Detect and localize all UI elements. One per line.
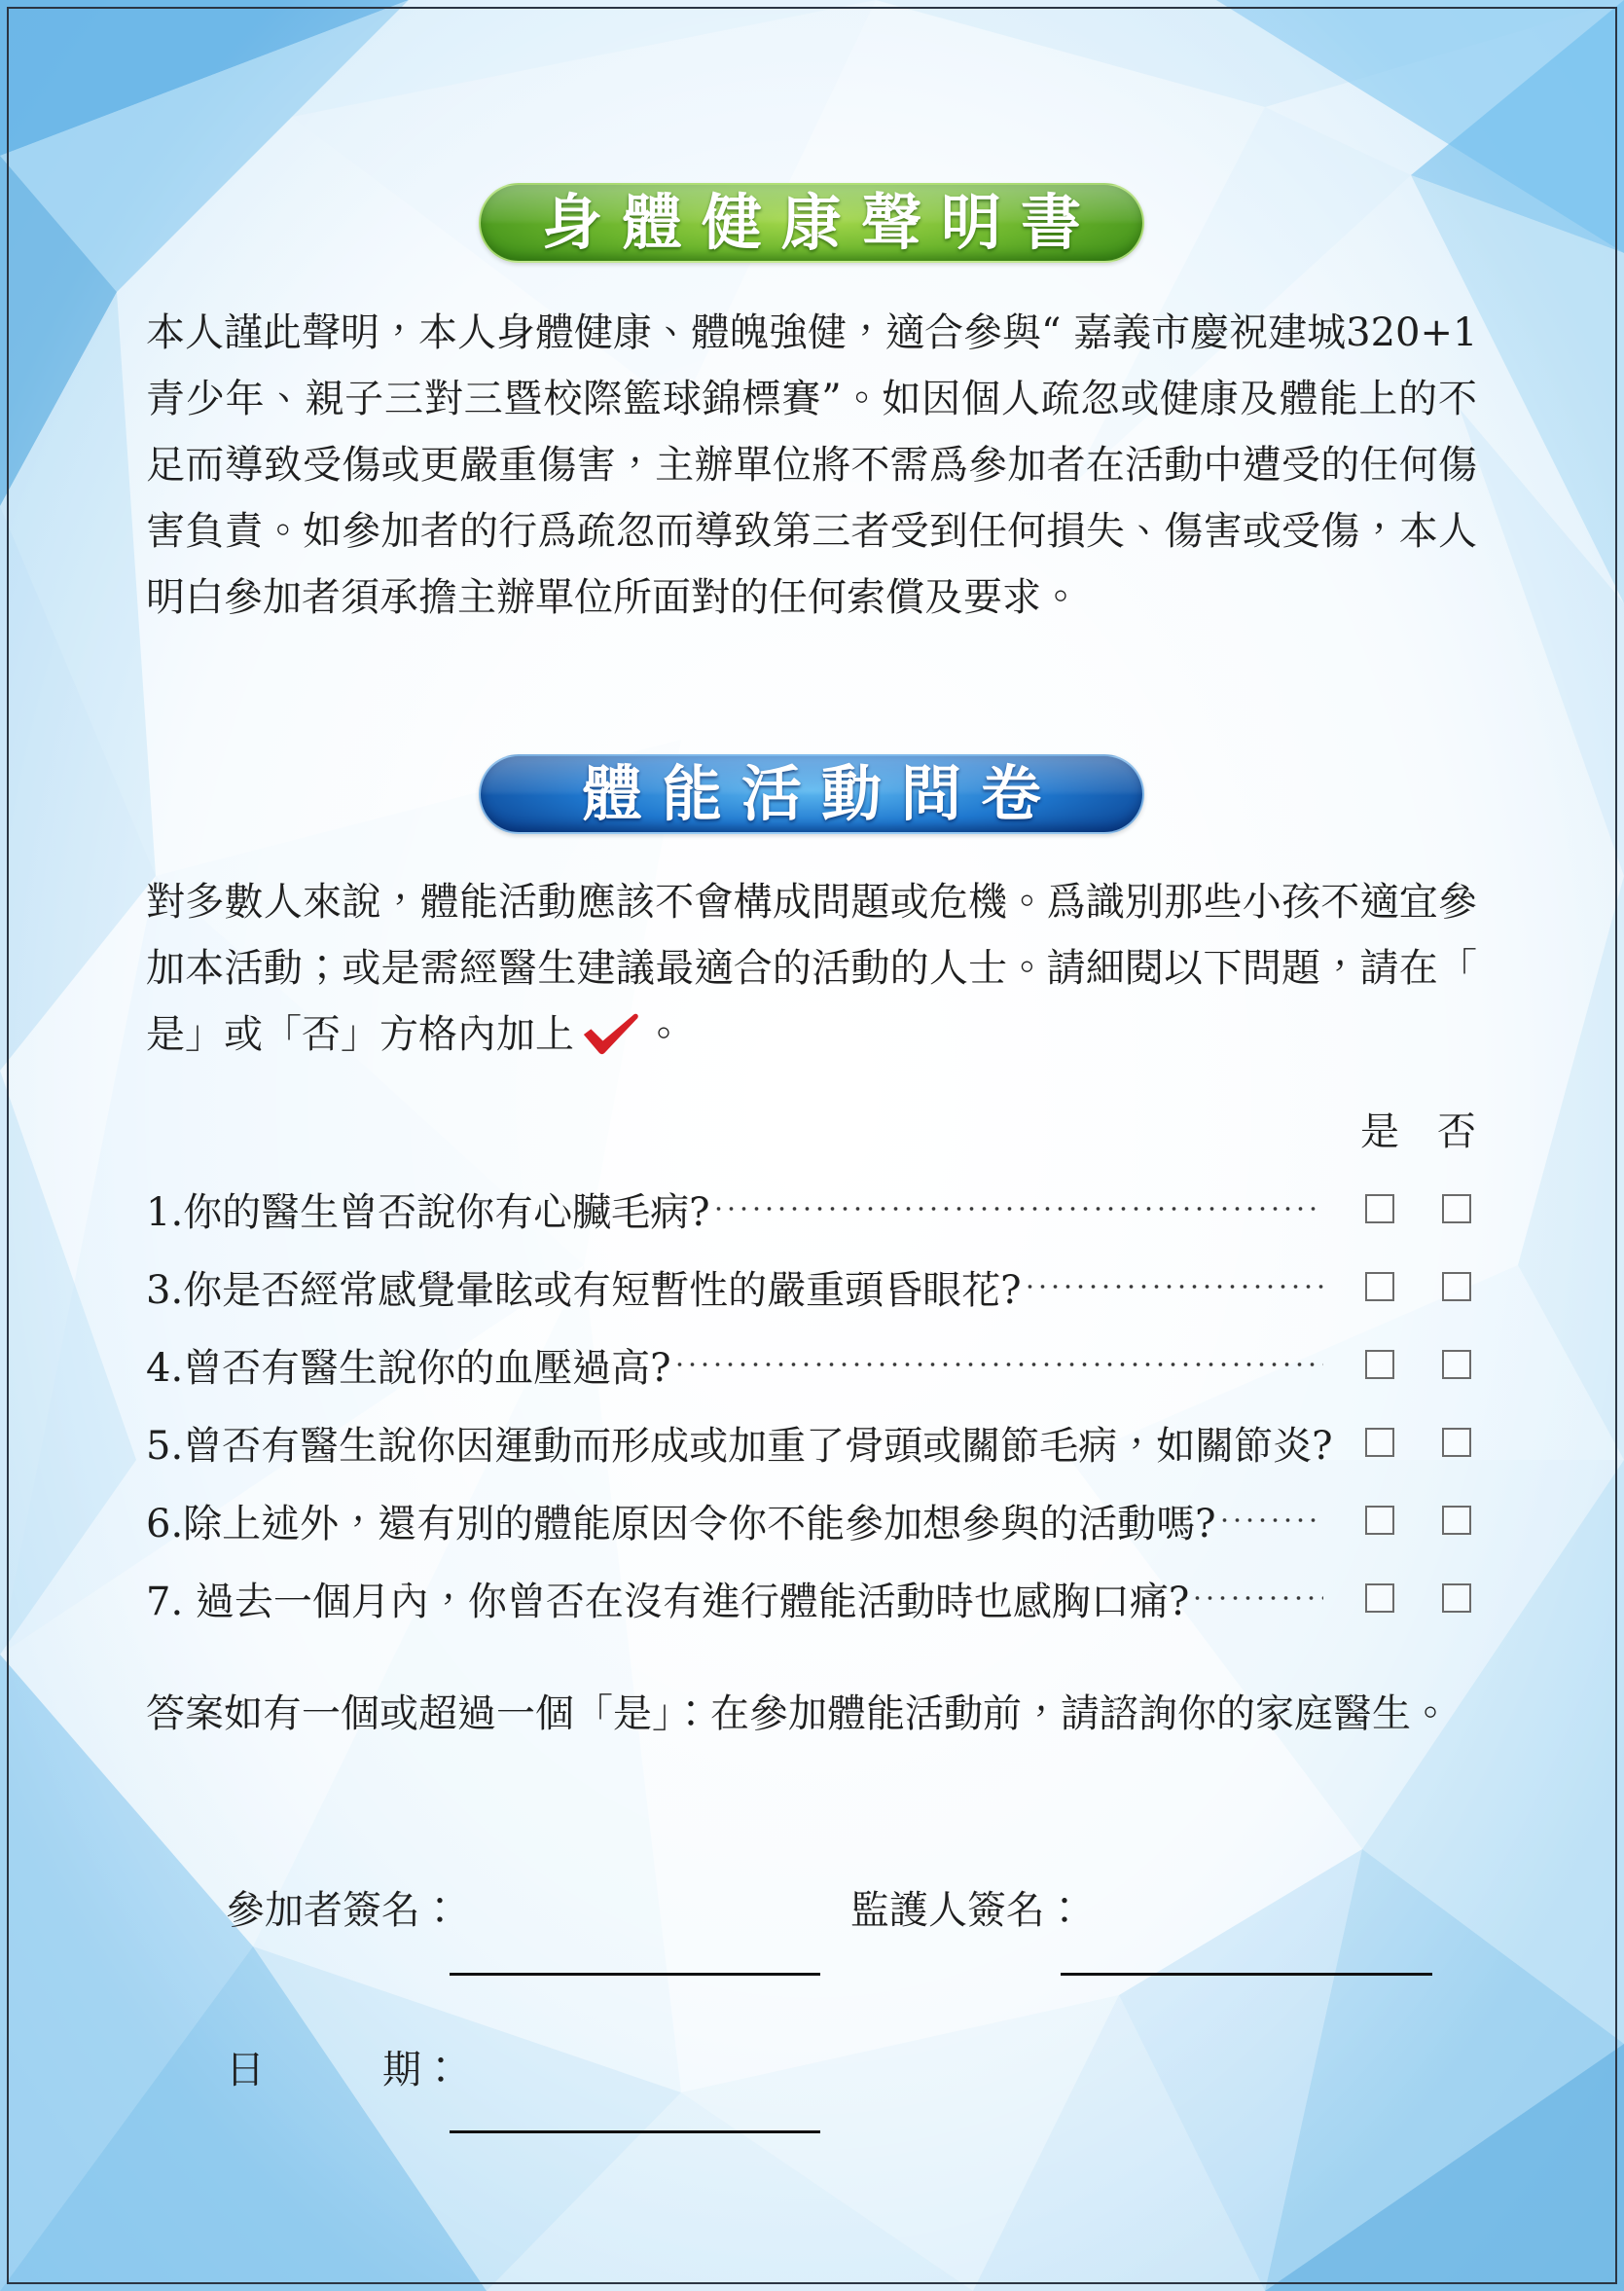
no-checkbox[interactable]	[1442, 1428, 1471, 1457]
dot-leader	[712, 1189, 1323, 1228]
no-checkbox[interactable]	[1442, 1272, 1471, 1301]
participant-signature-field[interactable]	[450, 1973, 820, 1976]
question-row	[0, 1559, 1624, 1637]
questionnaire-title-banner	[479, 754, 1144, 834]
declaration-line: 害負責。如參加者的行爲疏忽而導致第三者受到任何損失、傷害或受傷，本人	[146, 509, 1477, 554]
declaration-line: 青少年、親子三對三暨校際籃球錦標賽”。如因個人疏忽或健康及體能上的不	[146, 377, 1477, 421]
no-checkbox[interactable]	[1442, 1506, 1471, 1535]
doctor-advice-note: 答案如有一個或超過一個「是」：在參加體能活動前，請諮詢你的家庭醫生。	[146, 1691, 1450, 1736]
question-text: 5.曾否有醫生說你因運動而形成或加重了骨頭或關節毛病，如關節炎?	[146, 1423, 1333, 1469]
declaration-title: 身體健康聲明書	[541, 187, 1101, 258]
declaration-line: 足而導致受傷或更嚴重傷害，主辦單位將不需爲參加者在活動中遭受的任何傷	[146, 443, 1477, 488]
date-label-second: 期：	[382, 2048, 460, 2092]
declaration-paragraph	[146, 300, 1477, 631]
question-text: 3.你是否經常感覺暈眩或有短暫性的嚴重頭昏眼花?	[146, 1267, 1022, 1313]
date-field[interactable]	[450, 2130, 820, 2133]
question-text: 6.除上述外，還有別的體能原因令你不能參加想參與的活動嗎?	[146, 1501, 1216, 1546]
no-column-header: 否	[1437, 1109, 1476, 1154]
no-checkbox[interactable]	[1442, 1194, 1471, 1223]
intro-last-end: 。	[644, 1012, 683, 1057]
intro-line: 對多數人來說，體能活動應該不會構成問題或危機。爲識別那些小孩不適宜參	[146, 880, 1477, 925]
yes-checkbox[interactable]	[1365, 1350, 1394, 1379]
yes-column-header: 是	[1360, 1109, 1399, 1154]
question-text: 4.曾否有醫生說你的血壓過高?	[146, 1345, 671, 1391]
question-row	[0, 1403, 1624, 1481]
question-text: 7. 過去一個月內，你曾否在沒有進行體能活動時也感胸口痛?	[146, 1579, 1190, 1624]
dot-leader	[1218, 1501, 1323, 1540]
intro-last-text: 是」或「否」方格內加上	[146, 1012, 574, 1057]
question-row	[0, 1170, 1624, 1248]
dot-leader	[673, 1345, 1323, 1384]
declaration-title-banner	[479, 183, 1144, 263]
guardian-signature-field[interactable]	[1061, 1973, 1432, 1976]
intro-line	[146, 1001, 1477, 1068]
yes-checkbox[interactable]	[1365, 1583, 1394, 1613]
question-row	[0, 1481, 1624, 1559]
question-row	[0, 1248, 1624, 1326]
yes-checkbox[interactable]	[1365, 1194, 1394, 1223]
dot-leader	[1191, 1579, 1323, 1618]
dot-leader	[1024, 1267, 1323, 1306]
questionnaire-title: 體能活動問卷	[581, 758, 1061, 829]
yes-checkbox[interactable]	[1365, 1428, 1394, 1457]
yes-checkbox[interactable]	[1365, 1272, 1394, 1301]
guardian-signature-label: 監護人簽名：	[850, 1888, 1084, 1933]
red-checkmark-icon	[582, 1011, 640, 1056]
question-text: 1.你的醫生曾否說你有心臟毛病?	[146, 1189, 710, 1235]
date-label-first: 日	[226, 2048, 265, 2092]
no-checkbox[interactable]	[1442, 1350, 1471, 1379]
participant-signature-label: 參加者簽名：	[226, 1888, 459, 1933]
no-checkbox[interactable]	[1442, 1583, 1471, 1613]
question-row	[0, 1326, 1624, 1403]
declaration-line: 明白參加者須承擔主辦單位所面對的任何索償及要求。	[146, 575, 1080, 620]
declaration-line: 本人謹此聲明，本人身體健康、體魄強健，適合參與“ 嘉義市慶祝建城320+1	[146, 310, 1477, 355]
yes-checkbox[interactable]	[1365, 1506, 1394, 1535]
questionnaire-intro	[146, 869, 1477, 1068]
intro-line: 加本活動；或是需經醫生建議最適合的活動的人士。請細閱以下問題，請在「	[146, 946, 1477, 991]
